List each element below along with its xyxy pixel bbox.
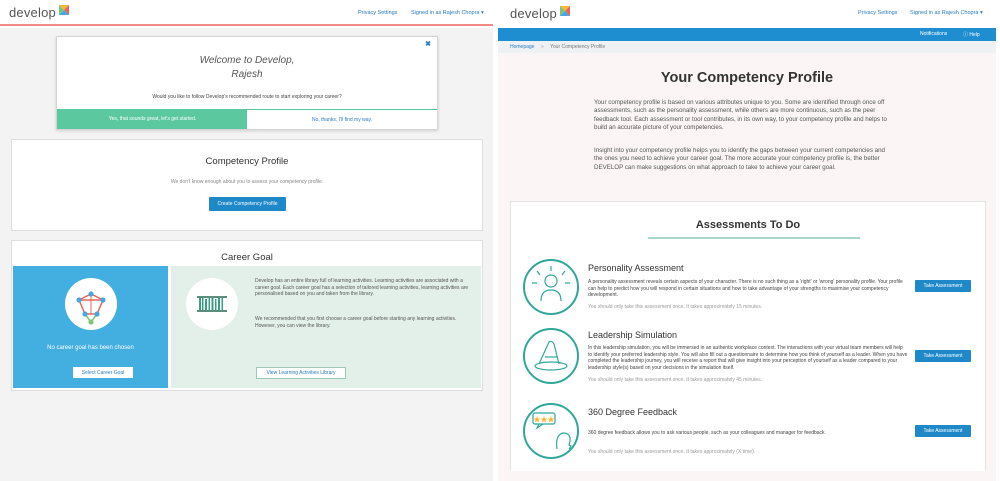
assessments-title: Assessments To Do [695, 219, 801, 231]
develop-logo-icon [57, 3, 71, 17]
competency-profile-title: Competency Profile [205, 156, 289, 167]
take-personality-assessment-button[interactable]: Take Assessment [915, 280, 971, 292]
help-link[interactable] [963, 31, 980, 38]
notifications-link[interactable]: Notifications [920, 31, 948, 37]
leadership-simulation-description: In this leadership simulation, you will be immersed in an authentic workplace context. The interactions with your virtual team members will help to identify your preferred leadership style. You will also fill out a questionnaire to determine how you think of yourself as a leader. When you have completed the leadership journey, you will receive a report that will give insight into your perception of yourself as a leader compared to your leadership style(s) based on your decisions in the simulation itself. [588, 345, 908, 371]
personality-assessment-description: A personality assessment reveals certain aspects of your character. There is no such thing as a 'right' or 'wrong' personality profile. Your profile can help to predict how you will respond in certain situations and how to take advantage of your strengths to maximise your competency development. [588, 279, 903, 298]
take-leadership-simulation-button[interactable]: Take Assessment [915, 350, 971, 362]
personality-assessment-note: You should only take this assessment once. It takes approximately 15 minutes. [588, 304, 763, 310]
accept-route-button[interactable]: Yes, that sounds great, let's get started. [57, 109, 248, 129]
page-title: Your Competency Profile [660, 70, 834, 86]
help-icon: ⓘ [963, 32, 969, 38]
leadership-simulation-title: Leadership Simulation [588, 330, 678, 340]
privacy-settings-link[interactable]: Privacy Settings [858, 10, 898, 16]
leadership-icon [523, 328, 579, 384]
top-nav-bar [498, 0, 1000, 28]
take-feedback-360-button[interactable]: Take Assessment [915, 425, 971, 437]
logo-text: develop [510, 6, 557, 21]
privacy-settings-link[interactable]: Privacy Settings [358, 10, 398, 16]
welcome-title-line1: Welcome to Develop, [199, 55, 295, 66]
library-icon [186, 278, 238, 330]
notification-bar [498, 28, 996, 41]
career-goal-title: Career Goal [221, 252, 273, 263]
welcome-question: Would you like to follow Develop's recommended route to start exploring your career? [152, 94, 342, 100]
assessments-card [510, 201, 986, 471]
welcome-title-line2: Rajesh [231, 69, 263, 80]
decline-route-button[interactable]: No, thanks, I'll find my way. [247, 109, 437, 129]
close-icon[interactable]: ✖ [425, 41, 431, 48]
develop-logo[interactable] [9, 5, 71, 20]
intro-paragraph-1: Your competency profile is based on various attributes unique to you. Some are identified through once off assessments, such as the personality assessment, while others are more continuous, such as the peer feedback tool. Each assessment or tool contributes, in its own way, to your competency profile and helps to build an accurate picture of your competencies. [594, 99, 887, 132]
user-menu[interactable]: Signed in as Rajesh Chopra ▾ [411, 10, 484, 16]
user-menu[interactable]: Signed in as Rajesh Chopra ▾ [910, 10, 983, 16]
develop-logo[interactable] [510, 6, 572, 21]
feedback-icon [523, 403, 579, 459]
view-library-button[interactable]: View Learning Activities Library [256, 367, 346, 379]
welcome-title [57, 54, 437, 82]
help-label: Help [969, 32, 980, 38]
career-goal-empty-panel [13, 266, 168, 388]
feedback-360-title: 360 Degree Feedback [588, 407, 678, 417]
no-career-goal-text: No career goal has been chosen [47, 345, 134, 351]
breadcrumb-home[interactable]: Homepage [510, 44, 535, 50]
feedback-360-note: You should only take this assessment once. It takes approximately (X time). [588, 449, 756, 455]
create-competency-profile-button[interactable]: Create Competency Profile [209, 197, 286, 211]
leadership-simulation-note: You should only take this assessment once. It takes approximately 45 minutes. [588, 377, 763, 383]
welcome-modal [56, 36, 438, 130]
intro-paragraph-2: Insight into your competency profile helps you to identify the gaps between your current competencies and the ones you need to achieve your career goal. The more accurate your competency profile is, the better DEVELOP can make suggestions on what approach to take to achieve your career goal. [594, 147, 885, 171]
competency-profile-card [11, 139, 483, 231]
career-goal-library-panel [171, 266, 481, 388]
career-path-icon [65, 278, 117, 330]
left-panel [0, 0, 493, 481]
competency-profile-hint: We don't know enough about you to assess your competency profile. [170, 179, 324, 185]
select-career-goal-button[interactable]: Select Career Goal [73, 367, 133, 378]
develop-logo-icon [558, 4, 572, 18]
breadcrumb [498, 41, 996, 53]
logo-text: develop [9, 5, 56, 20]
personality-icon [523, 259, 579, 315]
right-panel [498, 0, 1000, 481]
assessments-title-underline [648, 237, 860, 239]
library-recommendation: We recommended that you first choose a career goal before starting any learning activities. However, you can view the library. [255, 316, 457, 329]
personality-assessment-title: Personality Assessment [588, 263, 684, 273]
top-nav-bar [0, 0, 493, 26]
breadcrumb-separator: » [541, 44, 544, 50]
feedback-360-description: 360 degree feedback allows you to ask various people, such as your colleagues and manager for feedback. [588, 430, 826, 436]
library-description: Develop has an entire library full of learning activities. Learning activities are associated with a career goal. Each career goal has a selection of tailored learning activities, learning activities are personalised based on you and taken from the library. [255, 278, 469, 298]
breadcrumb-current: Your Competency Profile [550, 44, 606, 50]
